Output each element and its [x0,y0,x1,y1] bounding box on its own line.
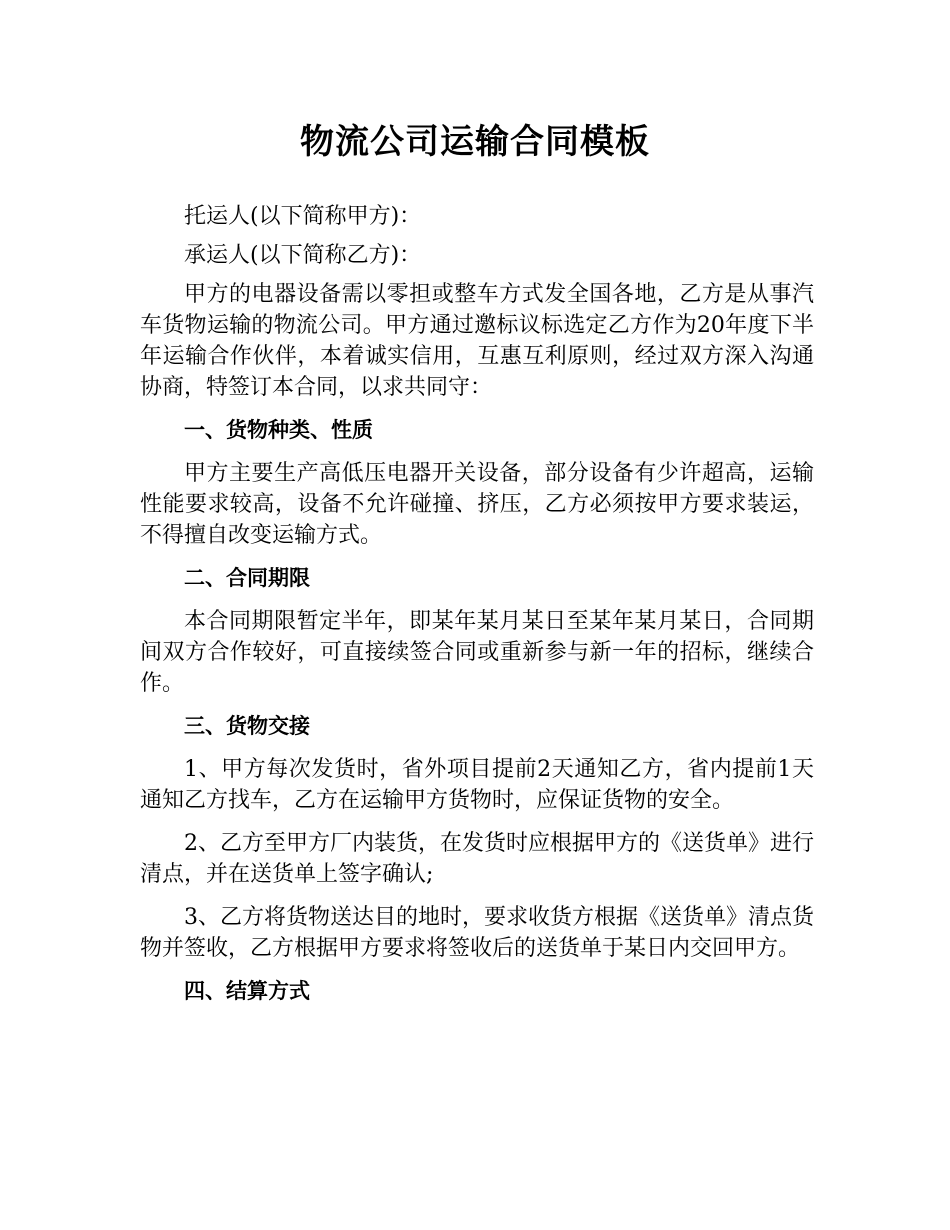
document-body [140,201,814,1019]
document-title: 物流公司运输合同模板 [300,122,650,162]
handover-item-3: 3、乙方将货物送达目的地时，要求收货方根据《送货单》清点货物并签收，乙方根据甲方要求将签收后的送货单于某日内交回甲方。 [140,905,814,961]
handover-item-1: 1、甲方每次发货时，省外项目提前2天通知乙方，省内提前1天通知乙方找车，乙方在运输甲方货物时，应保证货物的安全。 [140,757,814,813]
section-heading-settlement: 四、结算方式 [184,979,310,1003]
section-heading-contract-term: 二、合同期限 [184,566,310,590]
section-heading-goods-type: 一、货物种类、性质 [184,418,373,442]
section-body-goods-type: 甲方主要生产高低压电器开关设备，部分设备有少许超高，运输性能要求较高，设备不允许碰撞、挤压，乙方必须按甲方要求装运，不得擅自改变运输方式。 [140,461,814,548]
shipper-line: 托运人(以下简称甲方)： [184,204,422,229]
section-body-contract-term: 本合同期限暂定半年，即某年某月某日至某年某月某日，合同期间双方合作较好，可直接续签合同或重新参与新一年的招标，继续合作。 [140,609,814,696]
section-heading-goods-handover: 三、货物交接 [184,714,310,738]
handover-item-2: 2、乙方至甲方厂内装货，在发货时应根据甲方的《送货单》进行清点，并在送货单上签字确认; [140,831,814,887]
intro-paragraph: 甲方的电器设备需以零担或整车方式发全国各地，乙方是从事汽车货物运输的物流公司。甲方通过邀标议标选定乙方作为20年度下半年运输合作伙伴，本着诚实信用，互惠互利原则，经过双方深入沟通协商，特签订本合同，以求共同守： [140,282,814,400]
carrier-line: 承运人(以下简称乙方)： [184,243,422,268]
